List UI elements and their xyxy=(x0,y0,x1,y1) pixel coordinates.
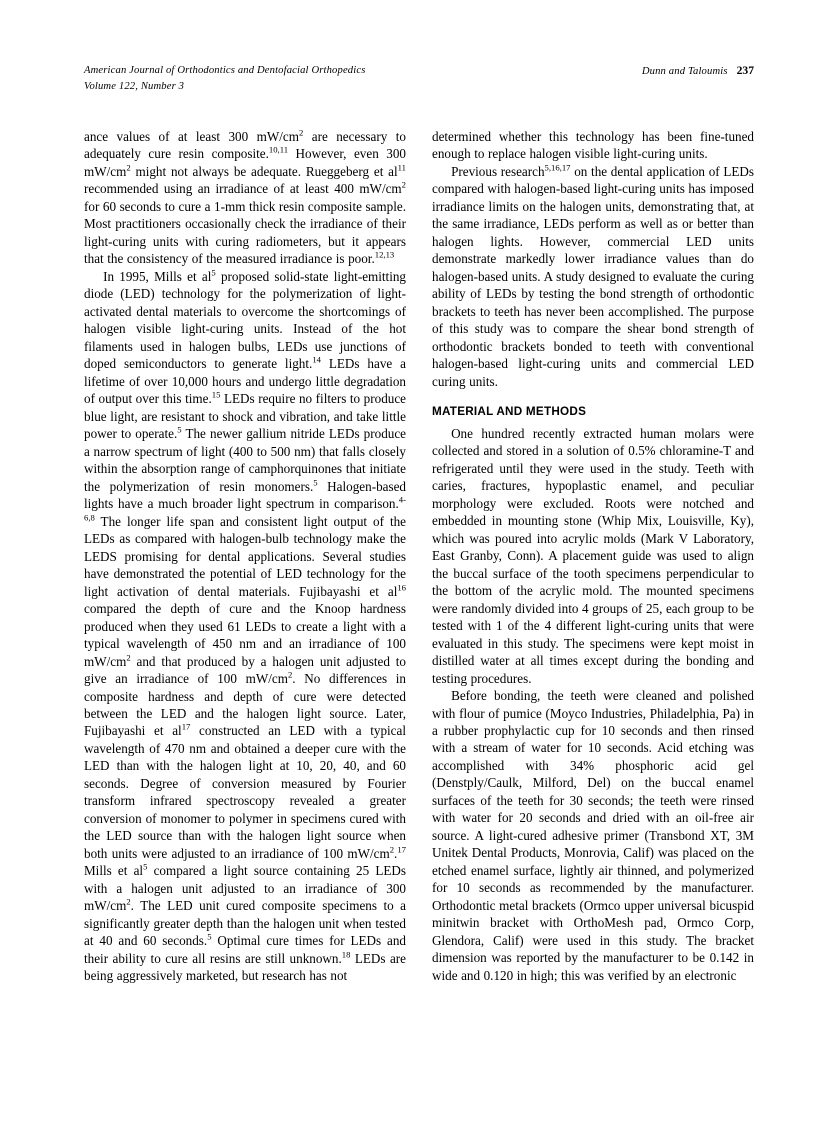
citation-superscript: 5 xyxy=(143,861,148,872)
page-number: 237 xyxy=(736,64,754,77)
running-head-right xyxy=(642,63,754,80)
running-head xyxy=(84,63,754,97)
body-paragraph: determined whether this technology has been fine-tuned enough to replace halogen visible light-curing units. xyxy=(432,129,754,162)
citation-superscript: 12,13 xyxy=(374,250,395,261)
citation-superscript: 10,11 xyxy=(268,145,289,156)
body-paragraph: Before bonding, the teeth were cleaned and polished with flour of pumice (Moyco Industries, Philadelphia, Pa) in a rubber prophylactic cup for 10 seconds and then rinsed with a stream of water for 10 seconds. Acid etching was accomplished with 34% phosphoric acid gel (Denstply/Caulk, Milford, Del) on the buccal enamel surfaces of the teeth for 30 seconds; the teeth were rinsed with water for 20 seconds and dried with an oil-free air source. A light-cured adhesive primer (Transbond XT, 3M Unitek Dental Products, Monrovia, Calif) was placed on the etched enamel surface, lightly air thinned, and polymerized for 10 seconds as recommended by the manufacturer. Orthodontic metal brackets (Ormco upper universal bicuspid minitwin bracket with OrthoMesh pad, Ormco Corp, Glendora, Calif) were used in this study. The bracket dimension was reported by the manufacturer to be 0.142 in wide and 0.120 in high; this was verified by an electronic xyxy=(432,688,754,983)
citation-superscript: 5 xyxy=(313,477,318,488)
spacer xyxy=(432,390,754,403)
body-paragraph: Previous research$^{5,16,17}$ on the dental application of LEDs compared with halogen-based light-curing units has imposed irradiance limits on the halogen units, demonstrating that, at the same irradiance, LEDs perform as well as or better than halogen lights. However, commercial LED units demonstrate markedly lower irradiance values than do halogen-based units. A study designed to evaluate the curing ability of LEDs by testing the bond strength of orthodontic brackets to teeth has never been accomplished. The purpose of this study was to compare the shear bond strength of orthodontic brackets bonded to teeth with conventional halogen-based light-curing units and commercial LED curing units. xyxy=(432,162,755,389)
citation-superscript: 18 xyxy=(341,949,351,960)
citation-superscript: 17 xyxy=(397,844,406,855)
running-head-journal xyxy=(84,63,365,95)
column-right xyxy=(432,128,754,984)
citation-superscript: 5 xyxy=(207,931,212,942)
citation-superscript: 2 xyxy=(126,652,131,663)
citation-superscript: 15 xyxy=(211,389,221,400)
citation-superscript: 5 xyxy=(177,424,182,435)
column-left xyxy=(84,128,406,985)
body-paragraph: In 1995, Mills et $al^5$ proposed solid-state light-emitting diode (LED) technology for the polymerization of light-activated dental materials to overcome the shortcomings of halogen visible light-curing units. Instead of the hot filaments used in halogen bulbs, LEDs use junctions of doped semiconductors to generate light.$^{14}$ LEDs have a lifetime of over 10,000 hours and undergo little degradation of output over this time.$^{15}$ LEDs require no filters to produce blue light, are resistant to shock and vibration, and take little power to operate.$^5$ The newer gallium nitride LEDs produce a narrow spectrum of light (400 to 500 nm) that falls closely within the absorption range of camphorquinones that initiate the polymerization of resin monomers.$^5$ Halogen-based lights have a much broader light spectrum in comparison.$^{4-6,8}$ The longer life span and consistent light output of the LEDs as compared with halogen-bulb technology make the LEDS promising for dental applications. Several studies have demonstrated the potential of LED technology for the light activation of dental materials. Fujibayashi et $al^{16}$ compared the depth of cure and the Knoop hardness produced when they used 61 LEDs to create a light with a typical wavelength of 450 nm and an irradiance of 100 $mW/cm^2$ and that produced by a halogen unit adjusted to give an irradiance of 100 $mW/cm^2$. No differences in composite hardness and depth of cure were detected between the LED and the halogen light source. Later, Fujibayashi et $al^{17}$ constructed an LED with a typical wavelength of 470 nm and obtained a deeper cure with the LED than with the halogen light at 10, 20, 40, and 60 seconds. Degree of conversion measured by Fourier transform infrared spectroscopy revealed a greater conversion of monomer to polymer in specimens cured with the LED source than with the halogen light source when both units were adjusted to an irradiance of 100 $mW/cm^2.^{17}$ Mills et $al^5$ compared a light source containing 25 LEDs with a halogen unit adjusted to an irradiance of 300 $mW/cm^2$. The LED unit cured composite specimens to a significantly greater depth than the halogen unit when tested at 40 and 60 seconds.$^5$ Optimal cure times for LEDs and their ability to cure all resins are still unknown.$^{18}$ LEDs are being aggressively marketed, but research has not xyxy=(84,267,407,984)
citation-superscript: 2 xyxy=(126,162,131,173)
citation-superscript: 5 xyxy=(211,267,216,278)
citation-superscript: 2 xyxy=(298,127,304,138)
running-head-authors: Dunn and Taloumis xyxy=(641,66,728,77)
citation-superscript: 16 xyxy=(397,582,406,593)
citation-superscript: 2 xyxy=(389,844,395,855)
citation-superscript: 14 xyxy=(312,354,321,365)
citation-superscript: 17 xyxy=(181,722,191,733)
body-paragraph: One hundred recently extracted human molars were collected and stored in a solution of 0.5% chloramine-T and refrigerated until they were used in the study. Teeth with caries, fractures, hypoplastic enamel, and peculiar morphology were excluded. Roots were notched and embedded in mounting stone (Whip Mix, Louisville, Ky), which was poured into acrylic molds (Mark V Laboratory, East Granby, Conn). A placement guide was used to align the buccal surface of the tooth specimens perpendicular to the bottom of the acrylic mold. The mounted specimens were randomly divided into 4 groups of 25, each group to be tested with 1 of the 4 different light-curing units that were evaluated in this study. The specimens were kept moist in distilled water at all times except during the bonding and testing procedures. xyxy=(432,425,754,686)
citation-superscript: 4-6,8 xyxy=(84,494,406,523)
body-paragraph: ance values of at least 300 $mW/cm^2$ are necessary to adequately cure resin composite.$^{10,11}$ However, even 300 $mW/cm^2$ might not always be adequate. Rueggeberg et $al^{11}$ recommended using an irradiance of at least 400 $mW/cm^2$ for 60 seconds to cure a 1-mm thick resin composite sample. Most practitioners occasionally check the irradiance of their light-curing units with curing radiometers, but it appears that the consistency of the measured irradiance is poor.$^{12,13}$ xyxy=(84,127,406,267)
citation-superscript: 5,16,17 xyxy=(544,162,571,173)
citation-superscript: 2 xyxy=(401,180,406,191)
citation-superscript: 2 xyxy=(126,896,131,907)
section-heading: MATERIAL AND METHODS xyxy=(432,405,587,419)
citation-superscript: 11 xyxy=(397,162,406,173)
journal-volume-line: Volume 122, Number 3 xyxy=(84,81,185,92)
journal-title-line: American Journal of Orthodontics and Dentofacial Orthopedics xyxy=(84,65,366,76)
citation-superscript: 2 xyxy=(287,669,293,680)
